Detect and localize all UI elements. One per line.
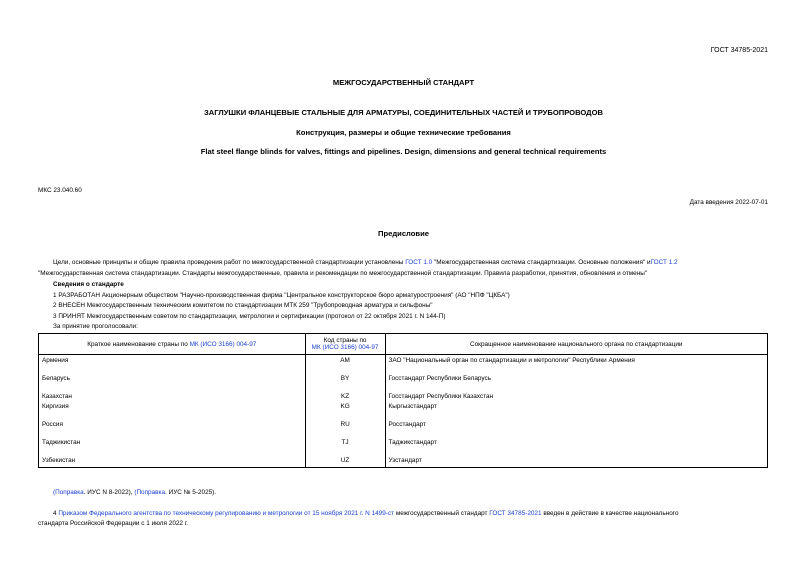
country-tajikistan: Таджикистан bbox=[42, 439, 81, 446]
org-armenia: ЗАО "Национальный орган по стандартизации и метрологии" Республики Армения bbox=[388, 357, 635, 364]
gost-1-0-link[interactable]: ГОСТ 1.0 bbox=[405, 259, 433, 266]
voted-label: За принятие проголосовали: bbox=[53, 323, 138, 330]
doc-number: ГОСТ 34785-2021 bbox=[710, 47, 768, 54]
org-belarus: Госстандарт Республики Беларусь bbox=[388, 375, 492, 382]
mk-iso-link[interactable]: МК (ИСО 3166) 004-97 bbox=[189, 340, 257, 348]
item-4-line2: стандарта Российской Федерации с 1 июля 2022 г. bbox=[38, 520, 189, 527]
table-header-row bbox=[39, 334, 768, 355]
item-4-line1 bbox=[53, 510, 679, 517]
code-ru: RU bbox=[340, 421, 350, 428]
org-uzbekistan: Узстандарт bbox=[388, 457, 422, 464]
table-row bbox=[39, 355, 768, 468]
mks-code: МКС 23.040.60 bbox=[38, 187, 82, 194]
code-uz: UZ bbox=[340, 457, 350, 464]
code-kg: KG bbox=[340, 403, 350, 410]
org-kazakhstan: Госстандарт Республики Казахстан bbox=[388, 393, 494, 400]
item-4-text: введен в действие в качестве национального bbox=[543, 510, 679, 517]
country-armenia: Армения bbox=[42, 357, 69, 364]
country-kazakhstan: Казахстан bbox=[42, 393, 72, 400]
amendment-link-1[interactable]: (Поправка bbox=[53, 489, 84, 496]
header-code: Код страны по МК (ИСО 3166) 004-97 bbox=[305, 334, 385, 355]
intro-date: Дата введения 2022-07-01 bbox=[689, 199, 768, 206]
code-kz: KZ bbox=[340, 393, 350, 400]
gost-34785-link[interactable]: ГОСТ 34785-2021 bbox=[489, 510, 542, 517]
info-item-1: 1 РАЗРАБОТАН Акционерным обществом "Научно-производственная фирма "Центральное конструкторское бюро арматуростроения" (АО "НПФ "ЦКБА") bbox=[53, 292, 510, 299]
org-russia: Росстандарт bbox=[388, 421, 427, 428]
code-by: BY bbox=[340, 375, 350, 382]
country-russia: Россия bbox=[42, 421, 63, 428]
preface-text: Цели, основные принципы и общие правила проведения работ по межгосударственной стандартизации установлены bbox=[53, 259, 404, 266]
preface-paragraph-line2: "Межгосударственная система стандартизации. Стандарты межгосударственные, правила и рекомендации по межгосударственной стандартизации. Правила разработки, принятия, обновления и отмены" bbox=[38, 270, 648, 277]
org-tajikistan: Таджикстандарт bbox=[388, 439, 437, 446]
document-subtitle: Конструкция, размеры и общие технические требования bbox=[296, 128, 511, 137]
item-4-number: 4 bbox=[53, 510, 57, 517]
country-belarus: Беларусь bbox=[42, 375, 70, 382]
info-heading: Сведения о стандарте bbox=[53, 281, 124, 288]
item-4-text: межгосударственный стандарт bbox=[395, 510, 488, 517]
info-item-3: 3 ПРИНЯТ Межгосударственным советом по стандартизации, метрологии и сертификации (протокол от 22 октября 2021 г. N 144-П) bbox=[53, 313, 446, 320]
org-kyrgyzstan: Кыргызстандарт bbox=[388, 403, 437, 410]
country-uzbekistan: Узбекистан bbox=[42, 457, 76, 464]
info-item-2: 2 ВНЕСЕН Межгосударственным техническим комитетом по стандартизации МТК 259 "Трубопроводная арматура и сильфоны" bbox=[53, 302, 433, 309]
amendment-link-2[interactable]: (Поправка bbox=[134, 489, 166, 496]
mk-iso-link[interactable]: МК (ИСО 3166) 004-97 bbox=[311, 344, 379, 351]
amendment-text-2: . ИУС № 5-2025). bbox=[165, 489, 217, 496]
amendments-line bbox=[53, 489, 216, 496]
gost-1-2-link[interactable]: ГОСТ 1.2 bbox=[650, 259, 678, 266]
code-tj: TJ bbox=[341, 439, 349, 446]
amendment-text-1: . ИУС N 8-2022), bbox=[83, 489, 133, 496]
preface-heading: Предисловие bbox=[378, 229, 429, 238]
preface-paragraph-line1 bbox=[53, 259, 678, 266]
document-title: ЗАГЛУШКИ ФЛАНЦЕВЫЕ СТАЛЬНЫЕ ДЛЯ АРМАТУРЫ, СОЕДИНИТЕЛЬНЫХ ЧАСТЕЙ И ТРУБОПРОВОДОВ bbox=[204, 108, 603, 117]
preface-text: "Межгосударственная система стандартизации. Основные положения" и bbox=[434, 259, 651, 266]
standard-type: МЕЖГОСУДАРСТВЕННЫЙ СТАНДАРТ bbox=[332, 78, 475, 87]
header-organization: Сокращенное наименование национального органа по стандартизации bbox=[385, 334, 767, 355]
country-kyrgyzstan: Киргизия bbox=[42, 403, 69, 410]
voting-table bbox=[38, 333, 768, 468]
header-country: Краткое наименование страны по МК (ИСО 3166) 004-97 bbox=[39, 334, 306, 355]
english-title: Flat steel flange blinds for valves, fittings and pipelines. Design, dimensions and general technical requirements bbox=[200, 147, 607, 156]
order-link[interactable]: Приказом Федерального агентства по техническому регулированию и метрологии от 15 ноября 2021 г. N 1499-ст bbox=[58, 510, 395, 517]
code-am: AM bbox=[340, 357, 350, 364]
